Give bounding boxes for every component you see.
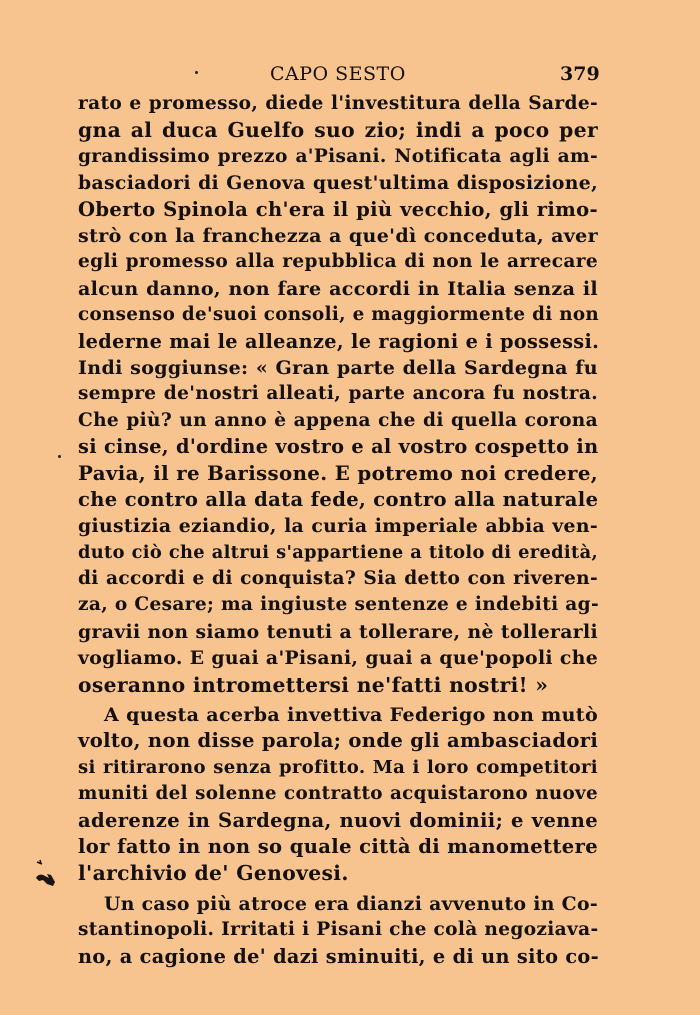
text-line: strò con la franchezza a que'dì conceduta, aver [78, 224, 598, 247]
text-line: si ritirarono senza profitto. Ma i loro competitori [78, 756, 598, 778]
text-line: Indi soggiunse: « Gran parte della Sardegna fu [78, 356, 598, 379]
text-line: duto ciò che altrui s'appartiene a titolo di eredità, [78, 541, 598, 563]
text-line: aderenze in Sardegna, nuovi dominii; e venne [78, 808, 598, 832]
text-line: grandissimo prezzo a'Pisani. Notificata agli am- [78, 145, 598, 167]
margin-dot [58, 455, 61, 458]
manicule-icon [33, 858, 59, 888]
text-line: di accordi e di conquista? Sia detto con riveren- [78, 568, 598, 590]
text-line: lederne mai le alleanze, le ragioni e i possessi. [78, 329, 600, 353]
text-line: gravii non siamo tenuti a tollerare, nè tollerarli [78, 620, 598, 643]
text-line: consenso de'suoi consoli, e maggiormente di non [78, 304, 600, 326]
paragraph [78, 91, 598, 698]
text-line: basciadori di Genova quest'ultima disposizione, [78, 172, 598, 195]
text-line: vogliamo. E guai a'Pisani, guai a que'popoli che [78, 647, 598, 670]
text-line: rato e promesso, diede l'investitura della Sarde- [78, 93, 598, 114]
text-line: Oberto Spinola ch'era il più vecchio, gli rimo- [78, 197, 598, 221]
text-line: alcun danno, non fare accordi in Italia senza il [78, 277, 598, 300]
header-dot [195, 71, 198, 74]
text-line: che contro alla data fede, contro alla naturale [78, 487, 599, 511]
text-line: si cinse, d'ordine vostro e al vostro cospetto in [78, 435, 599, 459]
text-line: no, a cagione de' dazi sminuiti, e di un sito co- [78, 944, 599, 968]
text-line: sempre de'nostri alleati, parte ancora fu nostra. [78, 383, 598, 405]
text-line: oseranno intromettersi ne'fatti nostri! » [78, 672, 549, 697]
text-line: Pavia, il re Barissone. E potremo noi credere, [78, 461, 598, 486]
chapter-title: CAPO SESTO [270, 63, 406, 85]
body-text [78, 91, 598, 970]
text-line: giustizia eziandio, la curia imperiale abbia ven- [78, 515, 598, 538]
text-line: volto, non disse parola; onde gli ambasciadori [78, 729, 599, 753]
page-number: 379 [560, 63, 600, 85]
text-line: muniti del solenne contratto acquistarono nuove [78, 783, 598, 805]
text-line: Che più? un anno è appena che di quella corona [78, 409, 598, 431]
paragraph [78, 702, 598, 887]
text-line: Un caso più atroce era dianzi avvenuto in Co- [104, 892, 598, 915]
running-header [0, 63, 700, 87]
text-line: lor fatto in non so quale città di manomettere [78, 834, 598, 858]
paragraph [78, 891, 598, 970]
text-line: gna al duca Guelfo suo zio; indi a poco per [78, 118, 598, 143]
text-line: za, o Cesare; ma ingiuste sentenze e indebiti ag- [78, 594, 599, 616]
text-line: egli promesso alla repubblica di non le arrecare [78, 251, 598, 273]
text-line: l'archivio de' Genovesi. [78, 861, 349, 886]
text-line: stantinopoli. Irritati i Pisani che colà negoziava- [78, 919, 599, 941]
text-line: A questa acerba invettiva Federigo non mutò [104, 703, 598, 726]
